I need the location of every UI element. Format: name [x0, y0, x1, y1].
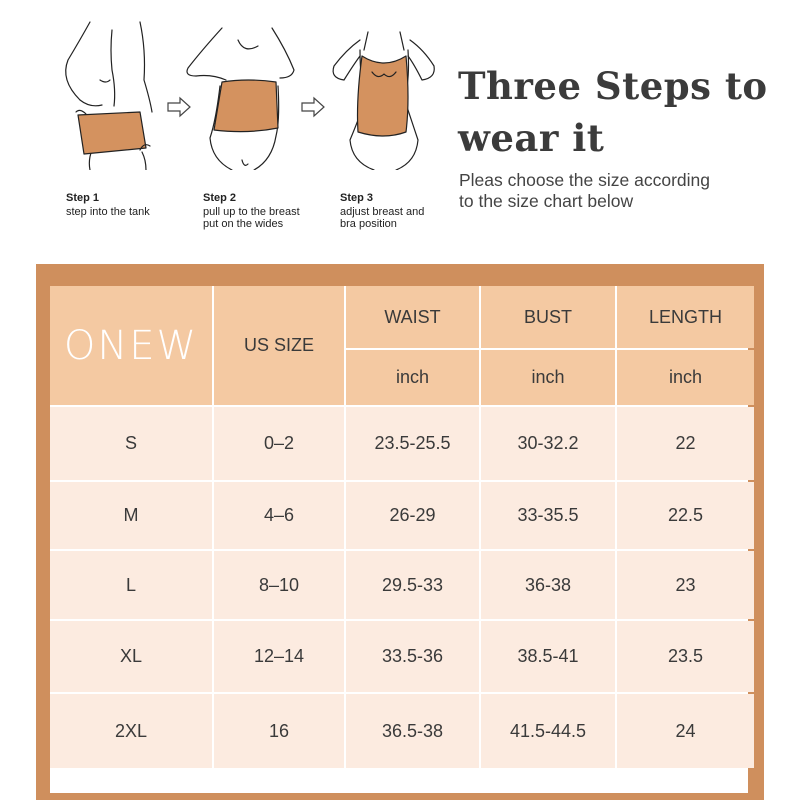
headline-line: Three Steps to — [458, 64, 768, 108]
waist-header: WAIST — [346, 286, 479, 348]
step-text: adjust breast and — [340, 206, 425, 218]
length-cell: 24 — [617, 694, 754, 768]
length-cell: 22.5 — [617, 482, 754, 549]
step-title: Step 1 — [66, 192, 100, 204]
us-size-cell: 8–10 — [214, 551, 344, 619]
step-text: put on the wides — [203, 218, 284, 230]
step-3-illustration — [320, 20, 450, 170]
length-cell: 22 — [617, 407, 754, 480]
waist-cell: 33.5-36 — [346, 621, 479, 692]
bust-cell: 38.5-41 — [481, 621, 615, 692]
step-text: pull up to the breast — [203, 206, 300, 218]
us-size-cell: 16 — [214, 694, 344, 768]
size-cell: 2XL — [50, 694, 212, 768]
step-text: step into the tank — [66, 206, 150, 218]
us-size-cell: 0–2 — [214, 407, 344, 480]
subheadline-line: to the size chart below — [459, 191, 634, 211]
length-unit: inch — [617, 350, 754, 405]
waist-cell: 23.5-25.5 — [346, 407, 479, 480]
size-cell: M — [50, 482, 212, 549]
bust-cell: 36-38 — [481, 551, 615, 619]
brand-logo: ONEW — [50, 286, 212, 405]
step-1-illustration — [50, 20, 180, 170]
size-chart-table — [50, 286, 748, 793]
size-cell: S — [50, 407, 212, 480]
step-text: bra position — [340, 218, 397, 230]
instructions-section — [0, 0, 800, 262]
step-1-caption — [66, 192, 150, 218]
length-cell: 23.5 — [617, 621, 754, 692]
us-size-cell: 12–14 — [214, 621, 344, 692]
waist-cell: 29.5-33 — [346, 551, 479, 619]
headline-line: wear it — [458, 116, 605, 160]
bust-header: BUST — [481, 286, 615, 348]
subheadline-line: Pleas choose the size according — [459, 170, 710, 190]
step-2-illustration — [182, 20, 312, 170]
size-cell: L — [50, 551, 212, 619]
bust-cell: 30-32.2 — [481, 407, 615, 480]
step-title: Step 3 — [340, 192, 374, 204]
waist-cell: 36.5-38 — [346, 694, 479, 768]
length-cell: 23 — [617, 551, 754, 619]
step-2-caption — [203, 192, 300, 230]
headline — [458, 60, 788, 164]
us-size-cell: 4–6 — [214, 482, 344, 549]
size-cell: XL — [50, 621, 212, 692]
step-3-caption — [340, 192, 424, 230]
length-header: LENGTH — [617, 286, 754, 348]
waist-unit: inch — [346, 350, 479, 405]
subheadline — [459, 170, 789, 212]
waist-cell: 26-29 — [346, 482, 479, 549]
bust-cell: 33-35.5 — [481, 482, 615, 549]
bust-cell: 41.5-44.5 — [481, 694, 615, 768]
step-title: Step 2 — [203, 192, 237, 204]
us-size-header: US SIZE — [214, 286, 344, 405]
bust-unit: inch — [481, 350, 615, 405]
